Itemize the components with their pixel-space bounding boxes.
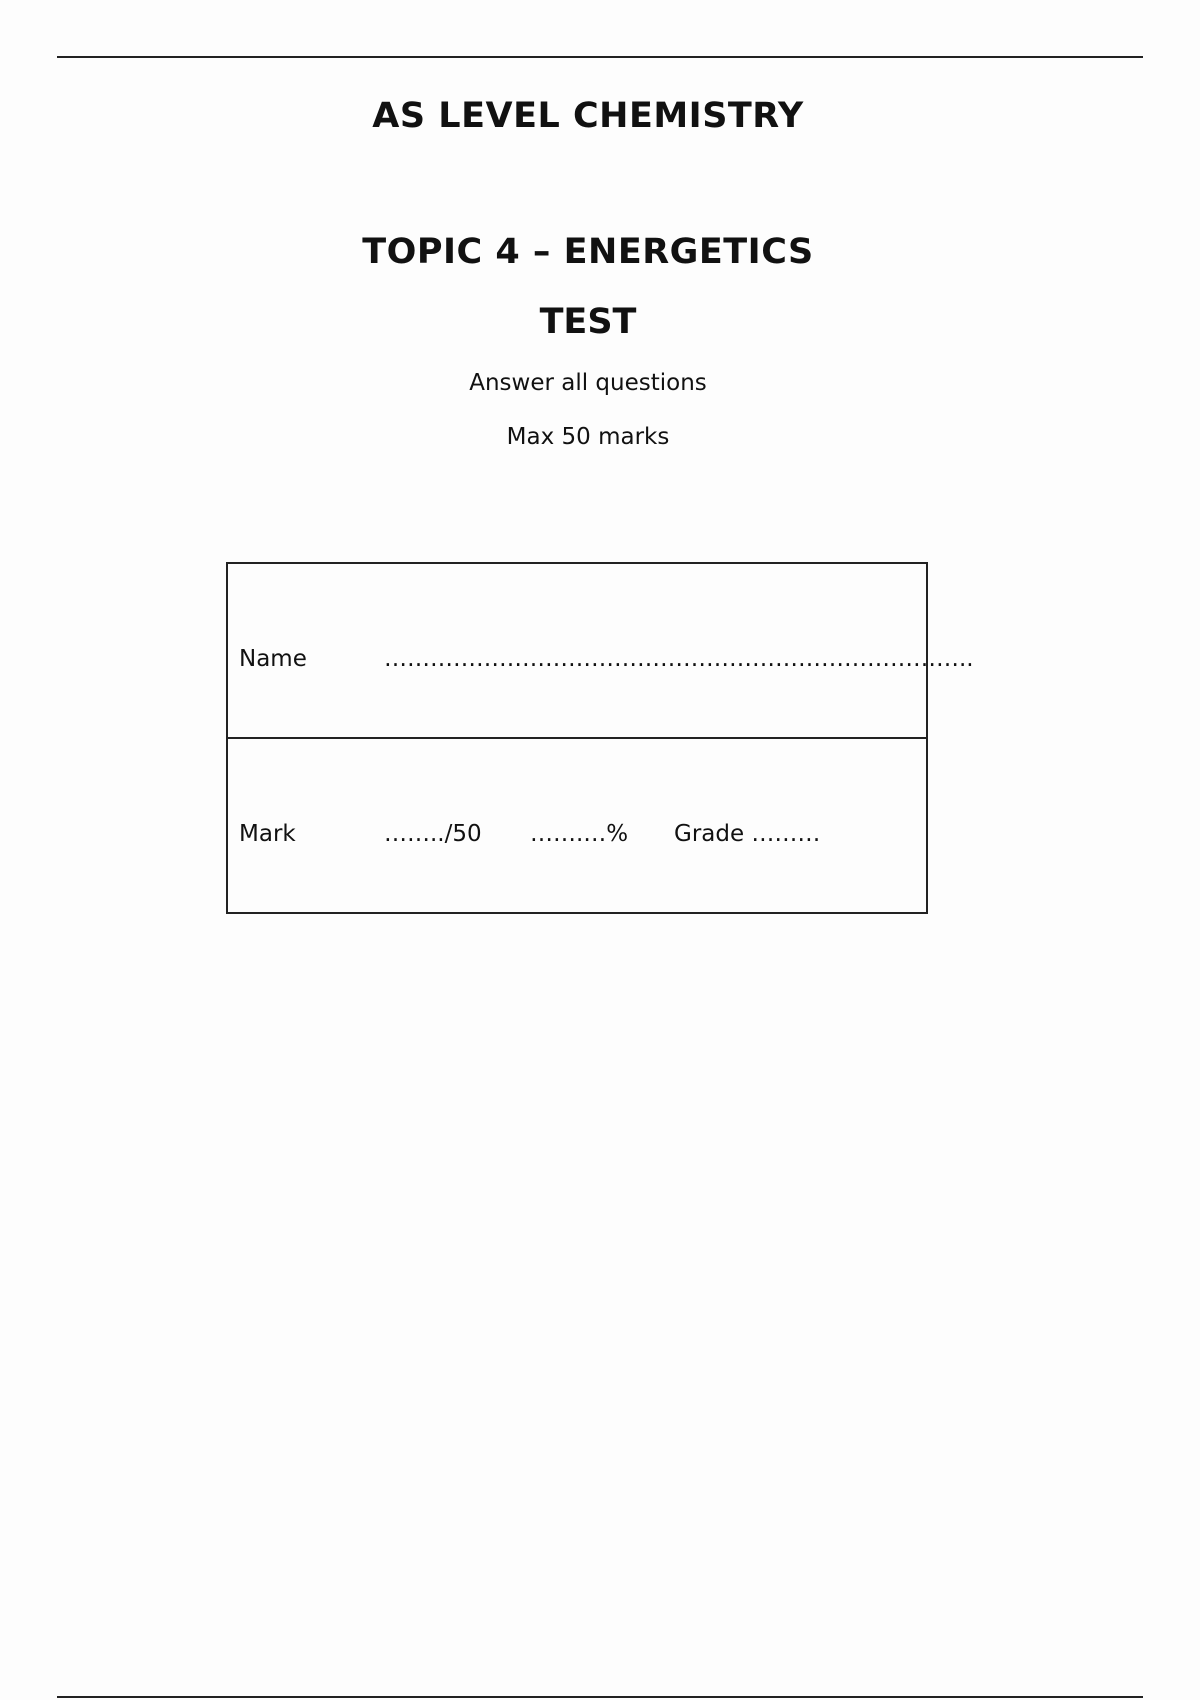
page-title: AS LEVEL CHEMISTRY bbox=[372, 96, 804, 136]
mark-score-field[interactable]: ……../50 bbox=[384, 821, 482, 847]
test-heading: TEST bbox=[539, 302, 637, 342]
instruction-text: Answer all questions bbox=[469, 370, 707, 396]
top-rule bbox=[57, 56, 1143, 58]
name-label: Name bbox=[239, 646, 307, 672]
name-field[interactable]: ………………………………………………………………….. bbox=[384, 646, 974, 672]
max-marks-text: Max 50 marks bbox=[506, 424, 670, 450]
score-box bbox=[226, 562, 974, 914]
mark-row bbox=[228, 739, 926, 914]
bottom-rule bbox=[57, 1696, 1143, 1698]
mark-label: Mark bbox=[239, 821, 296, 847]
percent-field[interactable]: …….…% bbox=[530, 821, 629, 847]
name-row bbox=[228, 564, 974, 739]
grade-field[interactable]: Grade ……… bbox=[674, 821, 821, 847]
topic-title: TOPIC 4 – ENERGETICS bbox=[362, 232, 814, 272]
